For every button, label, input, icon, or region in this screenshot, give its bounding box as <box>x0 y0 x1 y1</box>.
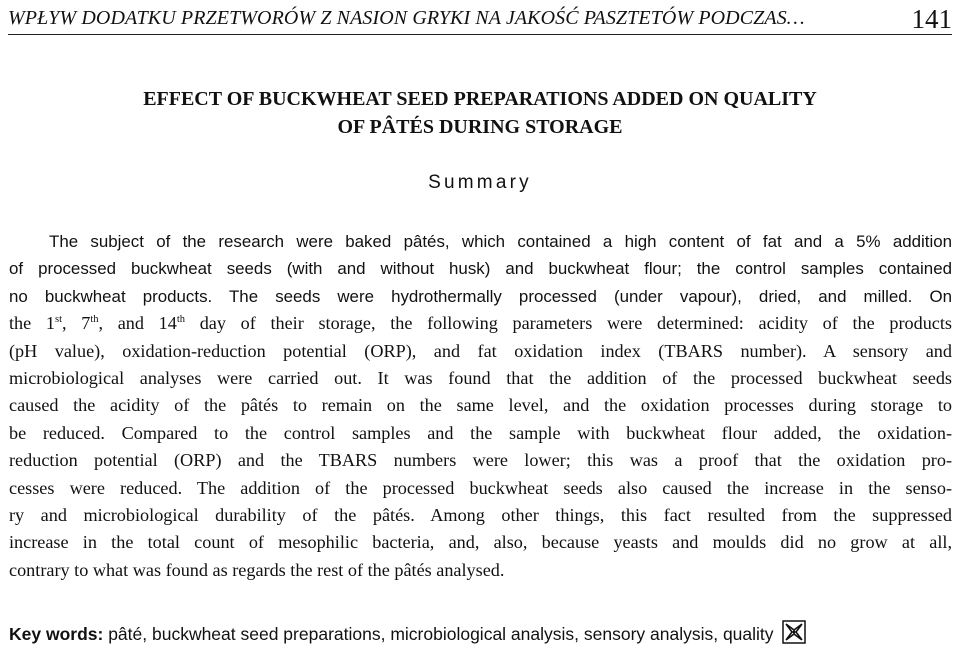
running-title: WPŁYW DODATKU PRZETWORÓW Z NASION GRYKI NA JAKOŚĆ PASZTETÓW PODCZAS… <box>8 7 805 29</box>
abstract-line: caused the acidity of the pâtés to remain on the same level, and the oxidation processes during storage to <box>9 395 952 416</box>
abstract-line: (pH value), oxidation-reduction potential (ORP), and fat oxidation index (TBARS number). A sensory and <box>9 340 952 361</box>
ornament-end-mark-icon <box>782 620 806 644</box>
page-number: 141 <box>911 4 952 34</box>
abstract-line: cesses were reduced. The addition of the processed buckwheat seeds also caused the increase in the senso- <box>9 477 952 498</box>
abstract-text: , 7 <box>62 313 91 334</box>
keywords-text: pâté, buckwheat seed preparations, microbiological analysis, sensory analysis, quality <box>103 624 774 644</box>
keywords <box>9 620 952 645</box>
abstract-line: microbiological analyses were carried out. It was found that the addition of the processed buckwheat seeds <box>9 367 952 388</box>
abstract-body <box>9 228 952 584</box>
article-title-line-1: EFFECT OF BUCKWHEAT SEED PREPARATIONS ADDED ON QUALITY <box>143 88 817 110</box>
running-header <box>8 4 952 35</box>
abstract-line: The subject of the research were baked pâtés, which contained a high content of fat and a 5% addition <box>49 232 952 251</box>
abstract-text: day of their storage, the following parameters were determined: acidity of the products <box>185 313 953 334</box>
abstract-line: reduction potential (ORP) and the TBARS numbers were lower; this was a proof that the oxidation pro- <box>9 450 952 471</box>
abstract-text: , and 14 <box>98 313 177 334</box>
abstract-text: the 1 <box>9 313 55 334</box>
abstract-line <box>9 310 952 337</box>
abstract-line: ry and microbiological durability of the pâtés. Among other things, this fact resulted from the suppressed <box>9 504 952 525</box>
summary-heading: Summary <box>428 172 532 193</box>
abstract-line: increase in the total count of mesophilic bacteria, and, also, because yeasts and moulds did no grow at all, <box>9 532 952 553</box>
keywords-label: Key words: <box>9 624 104 644</box>
abstract-line: be reduced. Compared to the control samples and the sample with buckwheat flour added, the oxidation- <box>9 422 952 443</box>
article-title-line-2: OF PÂTÉS DURING STORAGE <box>337 116 623 138</box>
ordinal-superscript: th <box>90 314 99 326</box>
abstract-line: no buckwheat products. The seeds were hydrothermally processed (under vapour), dried, and milled. On <box>9 286 952 306</box>
abstract-line: contrary to what was found as regards the rest of the pâtés analysed. <box>9 559 505 580</box>
abstract-line: of processed buckwheat seeds (with and without husk) and buckwheat flour; the control samples contained <box>9 259 952 279</box>
ordinal-superscript: th <box>176 314 186 326</box>
ordinal-superscript: st <box>55 314 63 326</box>
